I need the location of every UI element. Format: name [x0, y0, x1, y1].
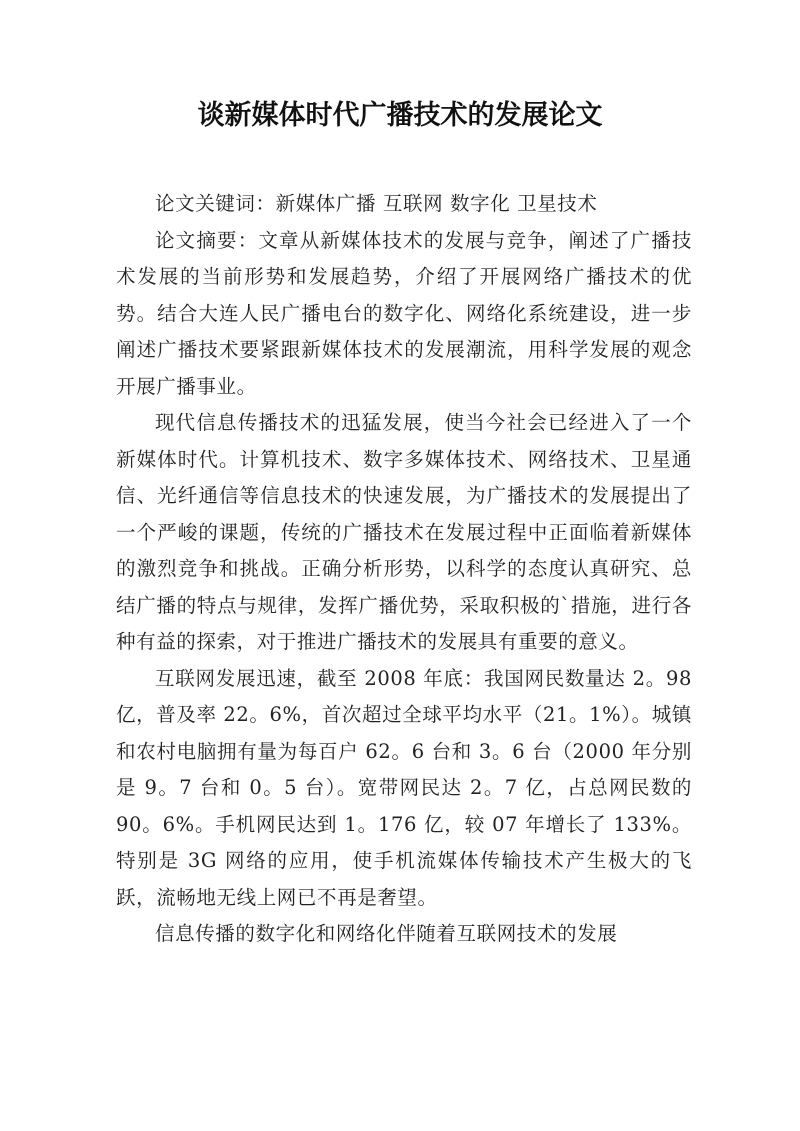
abstract-paragraph: 论文摘要：文章从新媒体技术的发展与竞争，阐述了广播技术发展的当前形势和发展趋势，介绍了开展网络广播技术的优势。结合大连人民广播电台的数字化、网络化系统建设，进一步阐述广播技术要紧跟新媒体技术的发展潮流，用科学发展的观念开展广播事业。: [116, 228, 692, 398]
keywords-paragraph: 论文关键词：新媒体广播 互联网 数字化 卫星技术: [155, 192, 598, 215]
body-paragraph: 信息传播的数字化和网络化伴随着互联网技术的发展: [155, 922, 618, 945]
body-paragraph: 互联网发展迅速，截至 2008 年底：我国网民数量达 2。98 亿，普及率 22。6%，首次超过全球平均水平（21。1%）。城镇和农村电脑拥有量为每百户 62。6 台和 3。6 台（2000 年分别是 9。7 台和 0。5 台）。宽带网民达 2。7 亿，占总网民数的 90。6%。手机网民达到 1。176 亿，较 07 年增长了 133%。特别是 3G 网络的应用，使手机流媒体传输技术产生极大的飞跃，流畅地无线上网已不再是奢望。: [116, 666, 692, 909]
document-title: 谈新媒体时代广播技术的发展论文: [197, 100, 603, 131]
document-body: [116, 186, 692, 953]
body-paragraph: 现代信息传播技术的迅猛发展，使当今社会已经进入了一个新媒体时代。计算机技术、数字多媒体技术、网络技术、卫星通信、光纤通信等信息技术的快速发展，为广播技术的发展提出了一个严峻的课题，传统的广播技术在发展过程中正面临着新媒体的激烈竞争和挑战。正确分析形势，以科学的态度认真研究、总结广播的特点与规律，发挥广播优势，采取积极的`措施，进行各种有益的探索，对于推进广播技术的发展具有重要的意义。: [116, 411, 692, 653]
